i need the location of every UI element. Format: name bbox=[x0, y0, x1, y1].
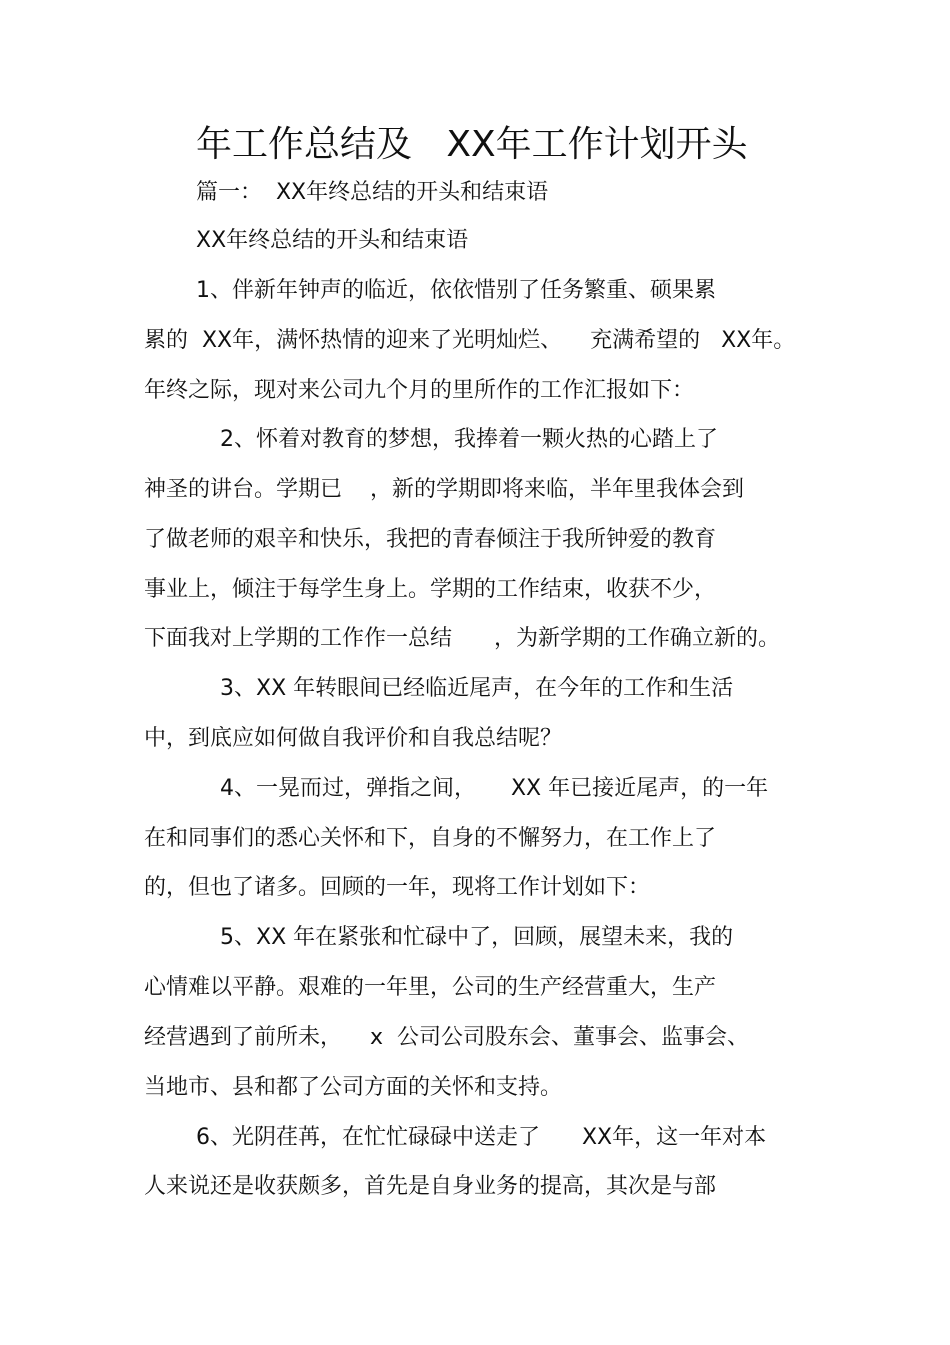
body-line: 6、光阴荏苒，在忙忙碌碌中送走了 XX年，这一年对本 bbox=[196, 1125, 767, 1150]
body-line: 累的 XX年，满怀热情的迎来了光明灿烂、 充满希望的 XX年。 bbox=[144, 328, 796, 353]
body-line: 的，但也了诸多。回顾的一年，现将工作计划如下： bbox=[144, 875, 651, 900]
section-heading: XX年终总结的开头和结束语 bbox=[196, 228, 469, 253]
body-line: 4、一晃而过，弹指之间， XX 年已接近尾声，的一年 bbox=[220, 776, 769, 801]
body-line: 当地市、县和都了公司方面的关怀和支持。 bbox=[144, 1075, 563, 1100]
body-line: 事业上，倾注于每学生身上。学期的工作结束，收获不少， bbox=[144, 577, 717, 602]
document-title: 年工作总结及 XX年工作计划开头 bbox=[196, 124, 748, 165]
body-line: 了做老师的艰辛和快乐，我把的青春倾注于我所钟爱的教育 bbox=[144, 527, 717, 552]
body-line: 经营遇到了前所未， x 公司公司股东会、董事会、监事会、 bbox=[144, 1025, 749, 1050]
body-line: 2、怀着对教育的梦想，我捧着一颗火热的心踏上了 bbox=[220, 427, 718, 452]
body-line: 在和同事们的悉心关怀和下，自身的不懈努力，在工作上了 bbox=[144, 826, 717, 851]
body-line: 中，到底应如何做自我评价和自我总结呢？ bbox=[144, 726, 563, 751]
body-line: 心情难以平静。艰难的一年里，公司的生产经营重大，生产 bbox=[144, 975, 717, 1000]
body-line: 神圣的讲台。学期已 ，新的学期即将来临，半年里我体会到 bbox=[144, 477, 744, 502]
body-line: 人来说还是收获颇多，首先是自身业务的提高，其次是与部 bbox=[144, 1174, 717, 1199]
body-line: 5、XX 年在紧张和忙碌中了，回顾，展望未来，我的 bbox=[220, 925, 734, 950]
subtitle: 篇一： XX年终总结的开头和结束语 bbox=[196, 180, 549, 205]
body-line: 3、XX 年转眼间已经临近尾声，在今年的工作和生活 bbox=[220, 676, 734, 701]
body-line: 1、伴新年钟声的临近，依依惜别了任务繁重、硕果累 bbox=[196, 278, 716, 303]
body-line: 年终之际，现对来公司九个月的里所作的工作汇报如下： bbox=[144, 378, 695, 403]
body-line: 下面我对上学期的工作作一总结 ，为新学期的工作确立新的。 bbox=[144, 626, 780, 651]
